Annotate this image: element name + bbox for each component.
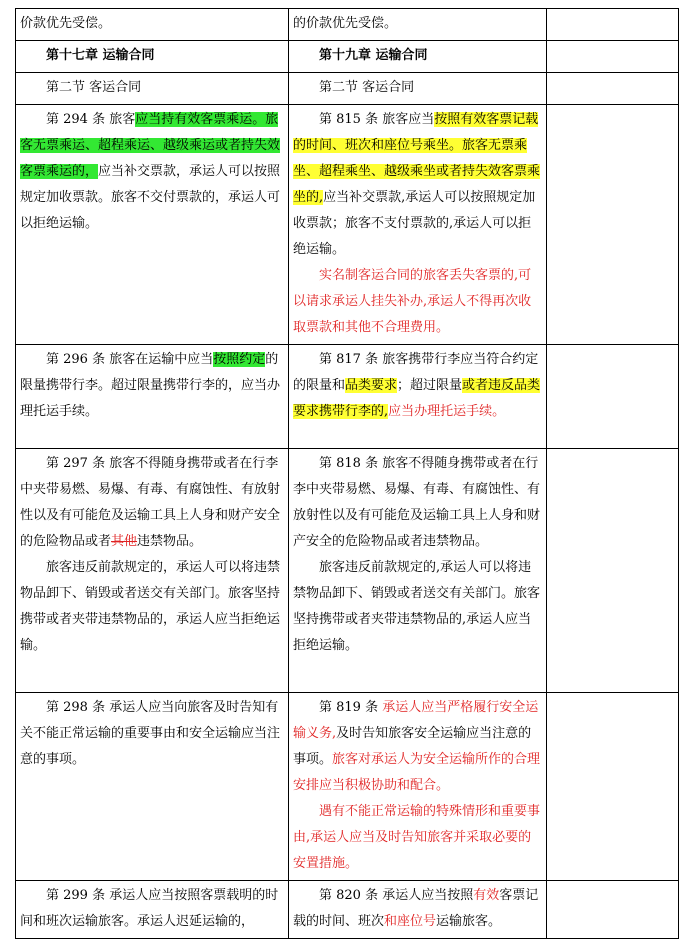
note-cell (547, 105, 679, 345)
note-cell (547, 693, 679, 881)
comparison-table (15, 8, 679, 939)
article-299: 第 299 条 承运人应当按照客票载明的时间和班次运输旅客。承运人迟延运输的， (20, 888, 279, 929)
article-819-added: 遇有不能正常运输的特殊情形和重要事由,承运人应当及时告知旅客并采取必要的安置措施。 (293, 804, 541, 871)
article-297: 第 297 条 旅客不得随身携带或者在行李中夹带易燃、易爆、有毒、有腐蚀性、有放射性以及有可能危及运输工具上人身和财产安全的危险物品或者其他违禁物品。 (20, 456, 281, 549)
note-cell (547, 881, 679, 939)
text: 的价款优先受偿。 (293, 16, 398, 31)
table-row (16, 73, 679, 105)
table-row (16, 449, 679, 693)
chapter-heading: 第十七章 运输合同 (46, 48, 155, 63)
table-row (16, 41, 679, 73)
article-819: 第 819 条 承运人应当严格履行安全运输义务,及时告知旅客安全运输应当注意的事项。旅客对承运人为安全运输所作的合理安排应当积极协助和配合。 (293, 700, 541, 793)
chapter-heading: 第十九章 运输合同 (319, 48, 428, 63)
section-heading: 第二节 客运合同 (46, 80, 142, 95)
article-815-added: 实名制客运合同的旅客丢失客票的,可以请求承运人挂失补办,承运人不得再次收取票款和其他不合理费用。 (293, 268, 532, 335)
note-cell (547, 345, 679, 449)
article-815: 第 815 条 旅客应当按照有效客票记载的时间、班次和座位号乘坐。旅客无票乘坐、超程乘坐、越级乘坐或者持失效客票乘坐的,应当补交票款,承运人可以按照规定加收票款；旅客不支付票款的,承运人可以拒绝运输。 (293, 112, 541, 257)
note-cell (547, 449, 679, 693)
article-818: 第 818 条 旅客不得随身携带或者在行李中夹带易燃、易爆、有毒、有腐蚀性、有放射性以及有可能危及运输工具上人身和财产安全的危险物品或者违禁物品。 (293, 456, 541, 549)
table-row (16, 693, 679, 881)
table-row (16, 9, 679, 41)
article-818-para2: 旅客违反前款规定的,承运人可以将违禁物品卸下、销毁或者送交有关部门。旅客坚持携带或者夹带违禁物品的,承运人应当拒绝运输。 (293, 560, 541, 653)
table-row (16, 345, 679, 449)
article-294: 第 294 条 旅客应当持有效客票乘运。旅客无票乘运、超程乘运、越级乘运或者持失效客票乘运的，应当补交票款，承运人可以按照规定加收票款。旅客不交付票款的，承运人可以拒绝运输。 (20, 112, 281, 231)
section-heading: 第二节 客运合同 (319, 80, 415, 95)
article-298: 第 298 条 承运人应当向旅客及时告知有关不能正常运输的重要事由和安全运输应当注意的事项。 (20, 700, 281, 767)
note-cell (547, 73, 679, 105)
new-cell (289, 9, 547, 41)
text: 价款优先受偿。 (20, 16, 112, 31)
article-296: 第 296 条 旅客在运输中应当按照约定的限量携带行李。超过限量携带行李的，应当办理托运手续。 (20, 352, 281, 419)
note-cell (547, 41, 679, 73)
note-cell (547, 9, 679, 41)
old-cell (16, 9, 289, 41)
article-817: 第 817 条 旅客携带行李应当符合约定的限量和品类要求；超过限量或者违反品类要求携带行李的,应当办理托运手续。 (293, 352, 541, 419)
article-297-para2: 旅客违反前款规定的，承运人可以将违禁物品卸下、销毁或者送交有关部门。旅客坚持携带或者夹带违禁物品的，承运人应当拒绝运输。 (20, 560, 281, 653)
table-row (16, 881, 679, 939)
table-row (16, 105, 679, 345)
article-820: 第 820 条 承运人应当按照有效客票记载的时间、班次和座位号运输旅客。 (293, 888, 539, 929)
